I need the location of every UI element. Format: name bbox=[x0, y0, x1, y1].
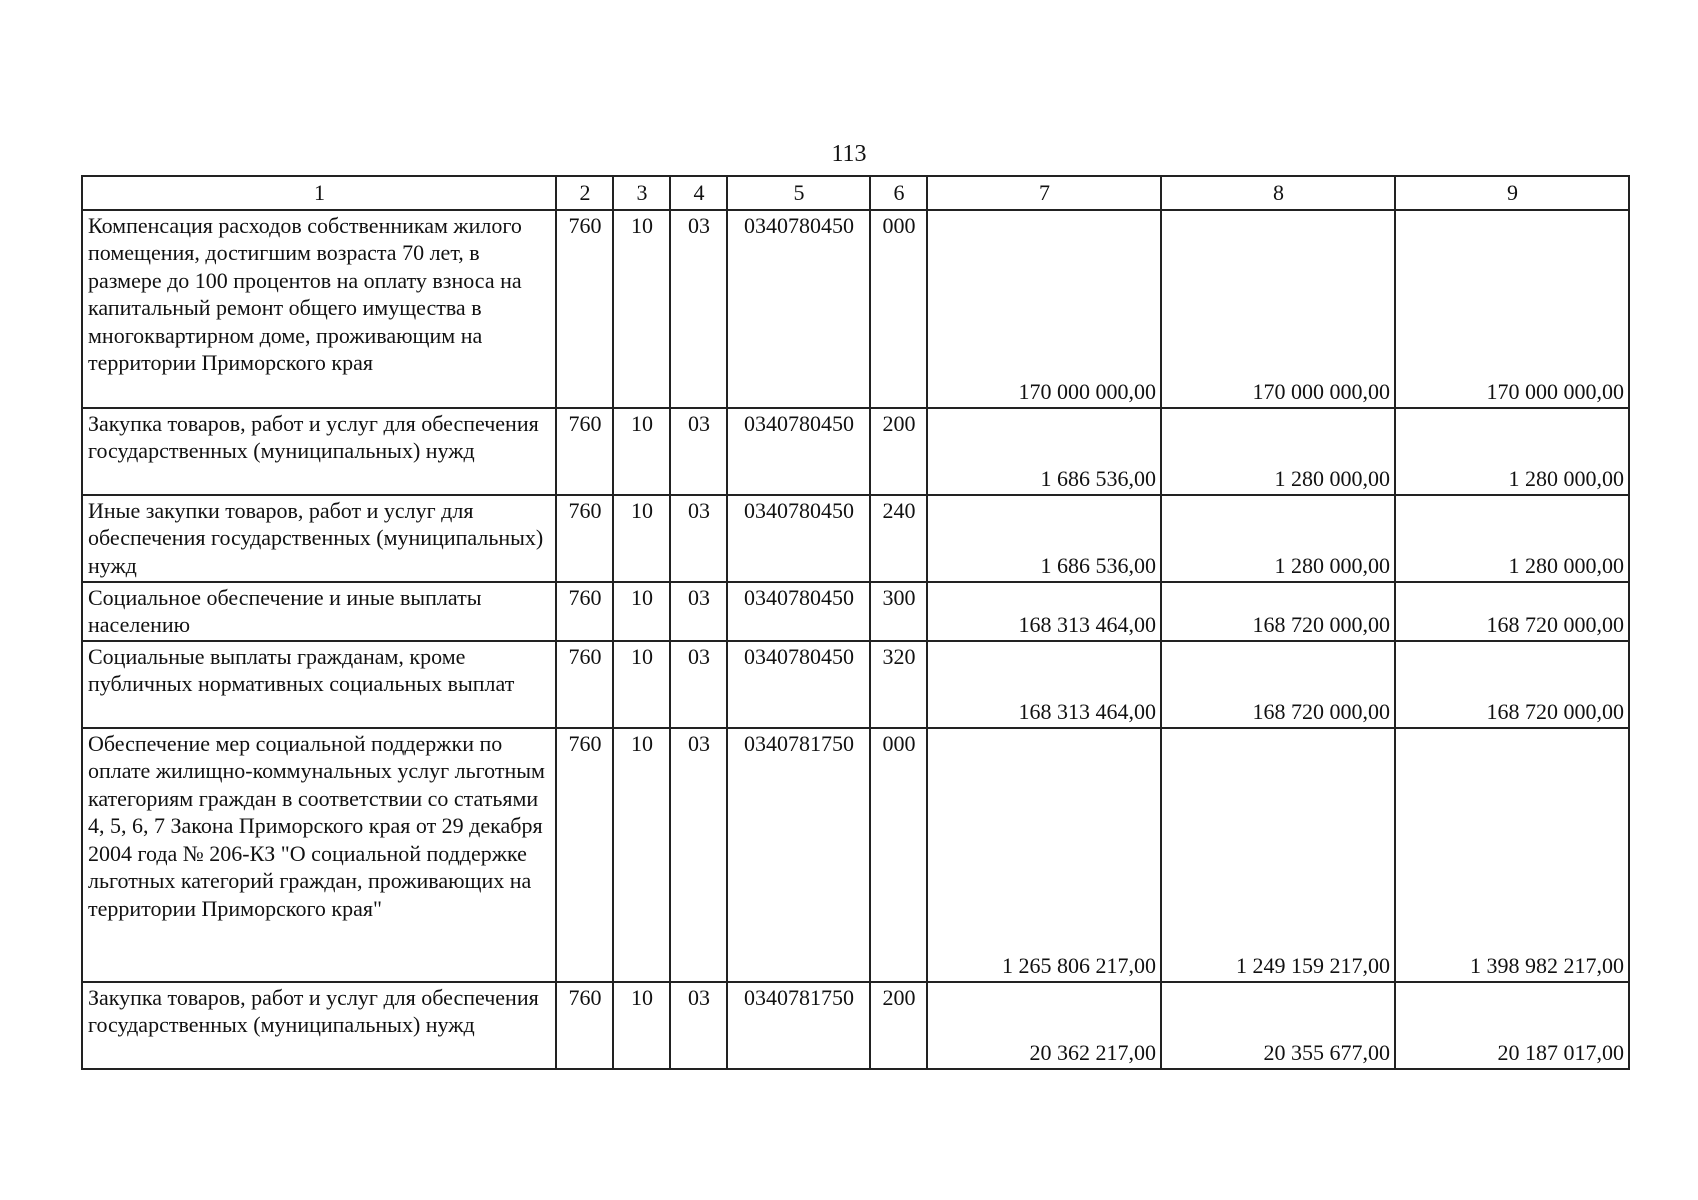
subsection-code: 03 bbox=[670, 641, 727, 728]
amount-col-7: 1 686 536,00 bbox=[927, 408, 1161, 495]
table-row bbox=[82, 210, 1629, 408]
ministry-code: 760 bbox=[556, 728, 613, 982]
expense-type-code: 200 bbox=[870, 982, 927, 1069]
amount-col-8: 1 249 159 217,00 bbox=[1161, 728, 1395, 982]
ministry-code: 760 bbox=[556, 495, 613, 582]
amount-col-8: 168 720 000,00 bbox=[1161, 641, 1395, 728]
expense-type-code: 200 bbox=[870, 408, 927, 495]
expense-type-code: 000 bbox=[870, 728, 927, 982]
subsection-code: 03 bbox=[670, 408, 727, 495]
subsection-code: 03 bbox=[670, 210, 727, 408]
column-header: 3 bbox=[613, 176, 670, 210]
item-name: Закупка товаров, работ и услуг для обеспечения государственных (муниципальных) нужд bbox=[82, 408, 556, 495]
expense-type-code: 240 bbox=[870, 495, 927, 582]
table-row bbox=[82, 408, 1629, 495]
amount-col-9: 1 280 000,00 bbox=[1395, 408, 1629, 495]
ministry-code: 760 bbox=[556, 582, 613, 641]
table-row bbox=[82, 982, 1629, 1069]
expense-type-code: 300 bbox=[870, 582, 927, 641]
amount-col-8: 168 720 000,00 bbox=[1161, 582, 1395, 641]
table-row bbox=[82, 728, 1629, 982]
item-name: Социальные выплаты гражданам, кроме публичных нормативных социальных выплат bbox=[82, 641, 556, 728]
amount-col-7: 168 313 464,00 bbox=[927, 641, 1161, 728]
section-code: 10 bbox=[613, 408, 670, 495]
amount-col-7: 20 362 217,00 bbox=[927, 982, 1161, 1069]
amount-col-9: 1 280 000,00 bbox=[1395, 495, 1629, 582]
target-code: 0340781750 bbox=[727, 982, 870, 1069]
section-code: 10 bbox=[613, 982, 670, 1069]
item-name: Обеспечение мер социальной поддержки по оплате жилищно-коммунальных услуг льготным категориям граждан в соответствии со статьями 4, 5, 6, 7 Закона Приморского края от 29 декабря 2004 года № 206-КЗ "О социальной поддержке льготных категорий граждан, проживающих на территории Приморского края" bbox=[82, 728, 556, 982]
section-code: 10 bbox=[613, 582, 670, 641]
section-code: 10 bbox=[613, 210, 670, 408]
item-name: Социальное обеспечение и иные выплаты населению bbox=[82, 582, 556, 641]
column-header: 7 bbox=[927, 176, 1161, 210]
expense-type-code: 000 bbox=[870, 210, 927, 408]
subsection-code: 03 bbox=[670, 495, 727, 582]
amount-col-9: 1 398 982 217,00 bbox=[1395, 728, 1629, 982]
item-name: Иные закупки товаров, работ и услуг для обеспечения государственных (муниципальных) нужд bbox=[82, 495, 556, 582]
amount-col-9: 170 000 000,00 bbox=[1395, 210, 1629, 408]
amount-col-8: 170 000 000,00 bbox=[1161, 210, 1395, 408]
column-header: 9 bbox=[1395, 176, 1629, 210]
amount-col-8: 1 280 000,00 bbox=[1161, 495, 1395, 582]
ministry-code: 760 bbox=[556, 408, 613, 495]
amount-col-7: 1 686 536,00 bbox=[927, 495, 1161, 582]
column-header: 4 bbox=[670, 176, 727, 210]
budget-table bbox=[81, 175, 1630, 1070]
target-code: 0340780450 bbox=[727, 495, 870, 582]
target-code: 0340781750 bbox=[727, 728, 870, 982]
amount-col-9: 168 720 000,00 bbox=[1395, 641, 1629, 728]
table-row bbox=[82, 495, 1629, 582]
subsection-code: 03 bbox=[670, 582, 727, 641]
section-code: 10 bbox=[613, 495, 670, 582]
ministry-code: 760 bbox=[556, 641, 613, 728]
column-header: 6 bbox=[870, 176, 927, 210]
ministry-code: 760 bbox=[556, 210, 613, 408]
section-code: 10 bbox=[613, 728, 670, 982]
table-row bbox=[82, 641, 1629, 728]
target-code: 0340780450 bbox=[727, 641, 870, 728]
amount-col-8: 1 280 000,00 bbox=[1161, 408, 1395, 495]
amount-col-9: 168 720 000,00 bbox=[1395, 582, 1629, 641]
column-header: 2 bbox=[556, 176, 613, 210]
subsection-code: 03 bbox=[670, 982, 727, 1069]
section-code: 10 bbox=[613, 641, 670, 728]
target-code: 0340780450 bbox=[727, 582, 870, 641]
column-header: 1 bbox=[82, 176, 556, 210]
item-name: Компенсация расходов собственникам жилого помещения, достигшим возраста 70 лет, в размере до 100 процентов на оплату взноса на капитальный ремонт общего имущества в многоквартирном доме, проживающим на территории Приморского края bbox=[82, 210, 556, 408]
ministry-code: 760 bbox=[556, 982, 613, 1069]
subsection-code: 03 bbox=[670, 728, 727, 982]
expense-type-code: 320 bbox=[870, 641, 927, 728]
column-header: 8 bbox=[1161, 176, 1395, 210]
table-row bbox=[82, 582, 1629, 641]
target-code: 0340780450 bbox=[727, 210, 870, 408]
amount-col-9: 20 187 017,00 bbox=[1395, 982, 1629, 1069]
amount-col-7: 170 000 000,00 bbox=[927, 210, 1161, 408]
item-name: Закупка товаров, работ и услуг для обеспечения государственных (муниципальных) нужд bbox=[82, 982, 556, 1069]
amount-col-8: 20 355 677,00 bbox=[1161, 982, 1395, 1069]
header-row bbox=[82, 176, 1629, 210]
amount-col-7: 1 265 806 217,00 bbox=[927, 728, 1161, 982]
target-code: 0340780450 bbox=[727, 408, 870, 495]
page-number: 113 bbox=[831, 141, 867, 167]
amount-col-7: 168 313 464,00 bbox=[927, 582, 1161, 641]
column-header: 5 bbox=[727, 176, 870, 210]
